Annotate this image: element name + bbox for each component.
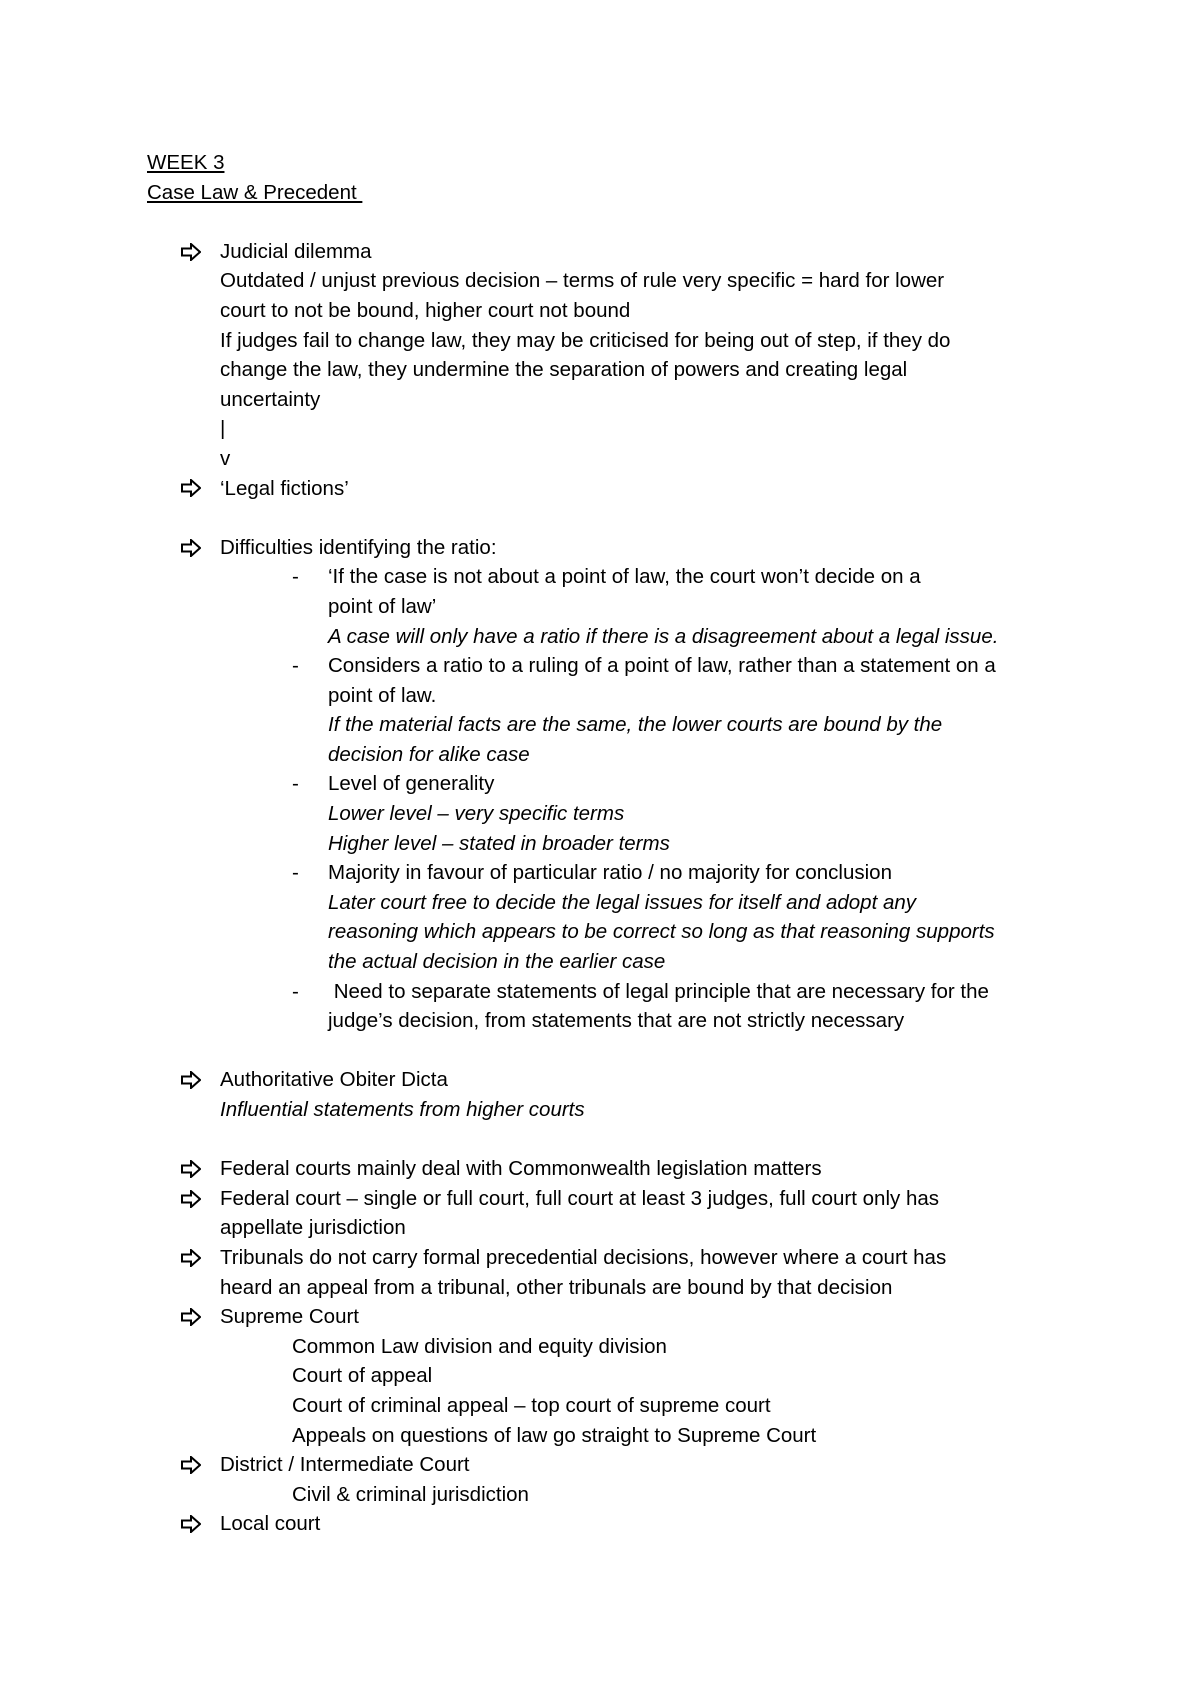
ratio-item-4 <box>0 858 1088 976</box>
arrow-bullet-icon <box>181 237 207 267</box>
text-line: Level of generality <box>328 772 495 796</box>
text-line: court to not be bound, higher court not bound <box>220 298 631 322</box>
arrow-bullet-icon <box>181 1243 207 1273</box>
down-arrow-v: v <box>220 446 231 470</box>
italic-note: Higher level – stated in broader terms <box>328 831 670 855</box>
ratio-item-1 <box>0 562 1068 651</box>
bullet-tribunals <box>0 1243 1060 1302</box>
dash-marker: - <box>292 861 299 885</box>
ratio-item-2 <box>0 651 1088 769</box>
italic-note: A case will only have a ratio if there is a disagreement about a legal issue. <box>328 624 999 648</box>
text-line: change the law, they undermine the separation of powers and creating legal <box>220 358 908 382</box>
down-arrow-bar: | <box>220 417 226 441</box>
italic-note: the actual decision in the earlier case <box>328 950 666 974</box>
dash-marker: - <box>292 772 299 796</box>
bullet-title: District / Intermediate Court <box>220 1453 470 1477</box>
arrow-bullet-icon <box>181 1065 207 1095</box>
italic-note: Lower level – very specific terms <box>328 802 625 826</box>
bullet-title: Local court <box>220 1512 321 1536</box>
bullet-district-court <box>0 1450 1060 1480</box>
text-line: Tribunals do not carry formal precedential decisions, however where a court has <box>220 1245 947 1269</box>
text-line: appellate jurisdiction <box>220 1216 406 1240</box>
italic-note: reasoning which appears to be correct so long as that reasoning supports <box>328 920 995 944</box>
text-line: uncertainty <box>220 387 321 411</box>
text-line: Need to separate statements of legal principle that are necessary for the <box>328 979 989 1003</box>
text-line: Outdated / unjust previous decision – terms of rule very specific = hard for lower <box>220 269 945 293</box>
arrow-bullet-icon <box>181 1509 207 1539</box>
text-line: Federal courts mainly deal with Commonwealth legislation matters <box>220 1157 822 1181</box>
bullet-title: Supreme Court <box>220 1305 360 1329</box>
bullet-local-court <box>0 1509 1060 1539</box>
text-line: Majority in favour of particular ratio / no majority for conclusion <box>328 861 892 885</box>
arrow-bullet-icon <box>181 1302 207 1332</box>
bullet-ratio-difficulties <box>0 533 1060 563</box>
supreme-court-details <box>0 1332 1200 1450</box>
text-line: Court of criminal appeal – top court of supreme court <box>292 1393 771 1417</box>
text-line: judge’s decision, from statements that are not strictly necessary <box>328 1009 905 1033</box>
text-line: Federal court – single or full court, full court at least 3 judges, full court only has <box>220 1186 940 1210</box>
bullet-title: Difficulties identifying the ratio: <box>220 535 497 559</box>
arrow-bullet-icon <box>181 533 207 563</box>
italic-note: Influential statements from higher courts <box>220 1098 585 1121</box>
bullet-supreme-court <box>0 1302 1060 1332</box>
bullet-obiter-dicta <box>0 1065 1060 1124</box>
bullet-federal-court <box>0 1184 1060 1243</box>
text-line: If judges fail to change law, they may be criticised for being out of step, if they do <box>220 328 951 352</box>
ratio-item-5 <box>0 977 1088 1036</box>
dash-marker: - <box>292 565 299 589</box>
arrow-bullet-icon <box>181 1154 207 1184</box>
bullet-title: Judicial dilemma <box>220 239 372 263</box>
text-line: Appeals on questions of law go straight to Supreme Court <box>292 1423 817 1447</box>
bullet-title: Authoritative Obiter Dicta <box>220 1068 448 1092</box>
topic-heading: Case Law & Precedent <box>147 180 363 204</box>
arrow-bullet-icon <box>181 1184 207 1214</box>
arrow-bullet-icon <box>181 1450 207 1480</box>
week-heading: WEEK 3 <box>147 151 225 174</box>
document-body <box>0 148 1200 1539</box>
italic-note: decision for alike case <box>328 742 530 766</box>
bullet-legal-fictions <box>0 474 1060 504</box>
text-line: ‘If the case is not about a point of law, the court won’t decide on a <box>328 565 921 589</box>
bullet-judicial-dilemma <box>0 237 1060 474</box>
text-line: point of law. <box>328 683 437 707</box>
dash-marker: - <box>292 654 299 678</box>
italic-note: Later court free to decide the legal issues for itself and adopt any <box>328 890 917 914</box>
text-line: heard an appeal from a tribunal, other tribunals are bound by that decision <box>220 1275 893 1299</box>
bullet-federal-courts <box>0 1154 1060 1184</box>
text-line: Court of appeal <box>292 1364 433 1388</box>
arrow-bullet-icon <box>181 474 207 504</box>
ratio-item-3 <box>0 769 1068 858</box>
dash-marker: - <box>292 979 299 1003</box>
text-line: Civil & criminal jurisdiction <box>292 1482 529 1506</box>
text-line: Common Law division and equity division <box>292 1334 667 1358</box>
italic-note: If the material facts are the same, the lower courts are bound by the <box>328 713 943 737</box>
text-line: point of law’ <box>328 594 437 618</box>
text-line: Considers a ratio to a ruling of a point of law, rather than a statement on a <box>328 654 996 678</box>
district-court-details <box>0 1480 1200 1510</box>
bullet-title: ‘Legal fictions’ <box>220 476 349 500</box>
